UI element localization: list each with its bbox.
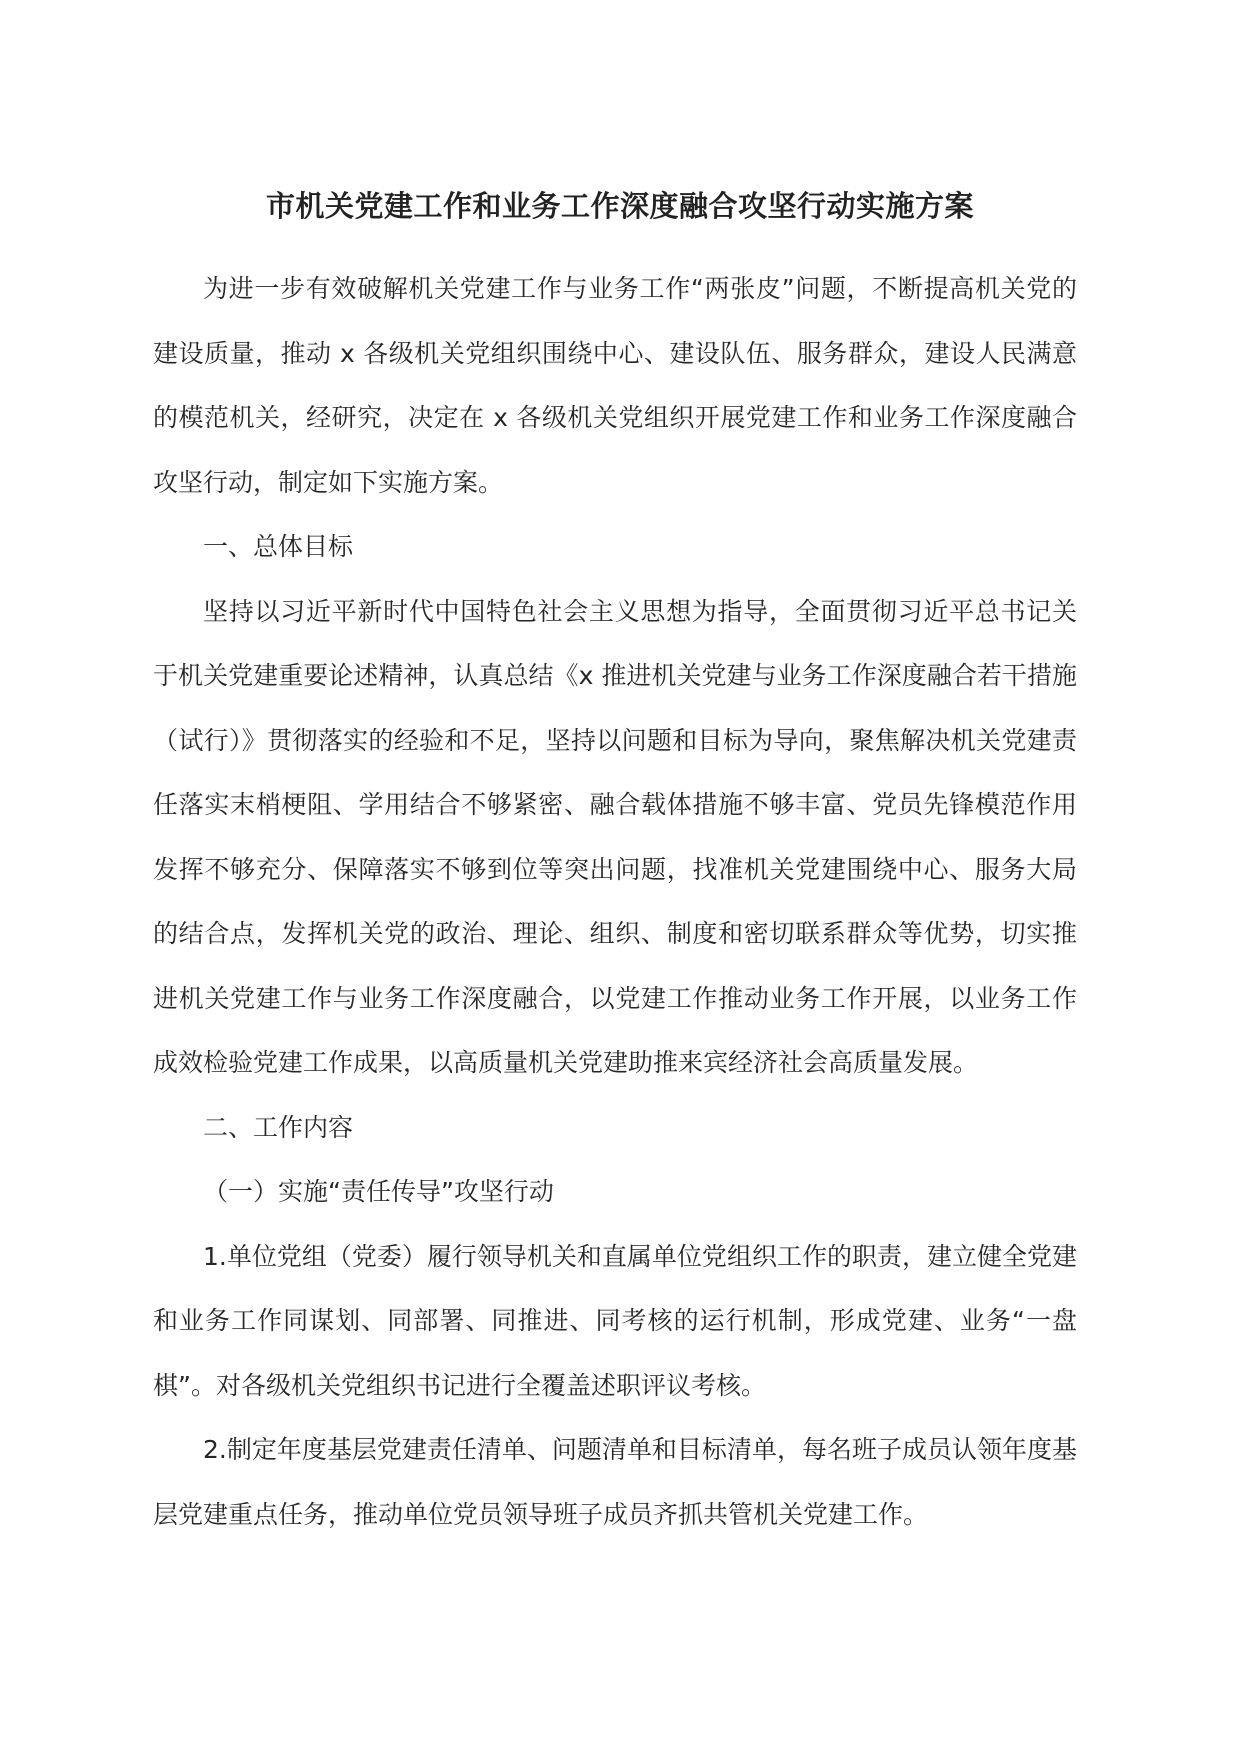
subheading-responsibility-action: （一）实施“责任传导”攻坚行动 — [203, 1177, 554, 1206]
document-title: 市机关党建工作和业务工作深度融合攻坚行动实施方案 — [265, 189, 974, 223]
paragraph-intro: 为进一步有效破解机关党建工作与业务工作“两张皮”问题，不断提高机关党的建设质量，推动 x 各级机关党组织围绕中心、建设队伍、服务群众，建设人民满意的模范机关，经研究，决定在 x 各级机关党组织开展党建工作和业务工作深度融合攻坚行动，制定如下实施方案。 — [153, 274, 1077, 497]
document-body — [153, 257, 1077, 1547]
heading-overall-goal: 一、总体目标 — [203, 532, 354, 561]
paragraph-item-2: 2.制定年度基层党建责任清单、问题清单和目标清单，每名班子成员认领年度基层党建重点任务，推动单位党员领导班子成员齐抓共管机关党建工作。 — [153, 1435, 1077, 1529]
paragraph-item-1: 1.单位党组（党委）履行领导机关和直属单位党组织工作的职责，建立健全党建和业务工作同谋划、同部署、同推进、同考核的运行机制，形成党建、业务“一盘棋”。对各级机关党组织书记进行全覆盖述职评议考核。 — [153, 1241, 1077, 1400]
paragraph-overall-goal: 坚持以习近平新时代中国特色社会主义思想为指导，全面贯彻习近平总书记关于机关党建重要论述精神，认真总结《x 推进机关党建与业务工作深度融合若干措施（试行）》贯彻落实的经验和不足，坚持以问题和目标为导向，聚焦解决机关党建责任落实末梢梗阻、学用结合不够紧密、融合载体措施不够丰富、党员先锋模范作用发挥不够充分、保障落实不够到位等突出问题，找准机关党建围绕中心、服务大局的结合点，发挥机关党的政治、理论、组织、制度和密切联系群众等优势，切实推进机关党建工作与业务工作深度融合，以党建工作推动业务工作开展，以业务工作成效检验党建工作成果，以高质量机关党建助推来宾经济社会高质量发展。 — [153, 596, 1077, 1077]
heading-work-content: 二、工作内容 — [203, 1112, 354, 1142]
